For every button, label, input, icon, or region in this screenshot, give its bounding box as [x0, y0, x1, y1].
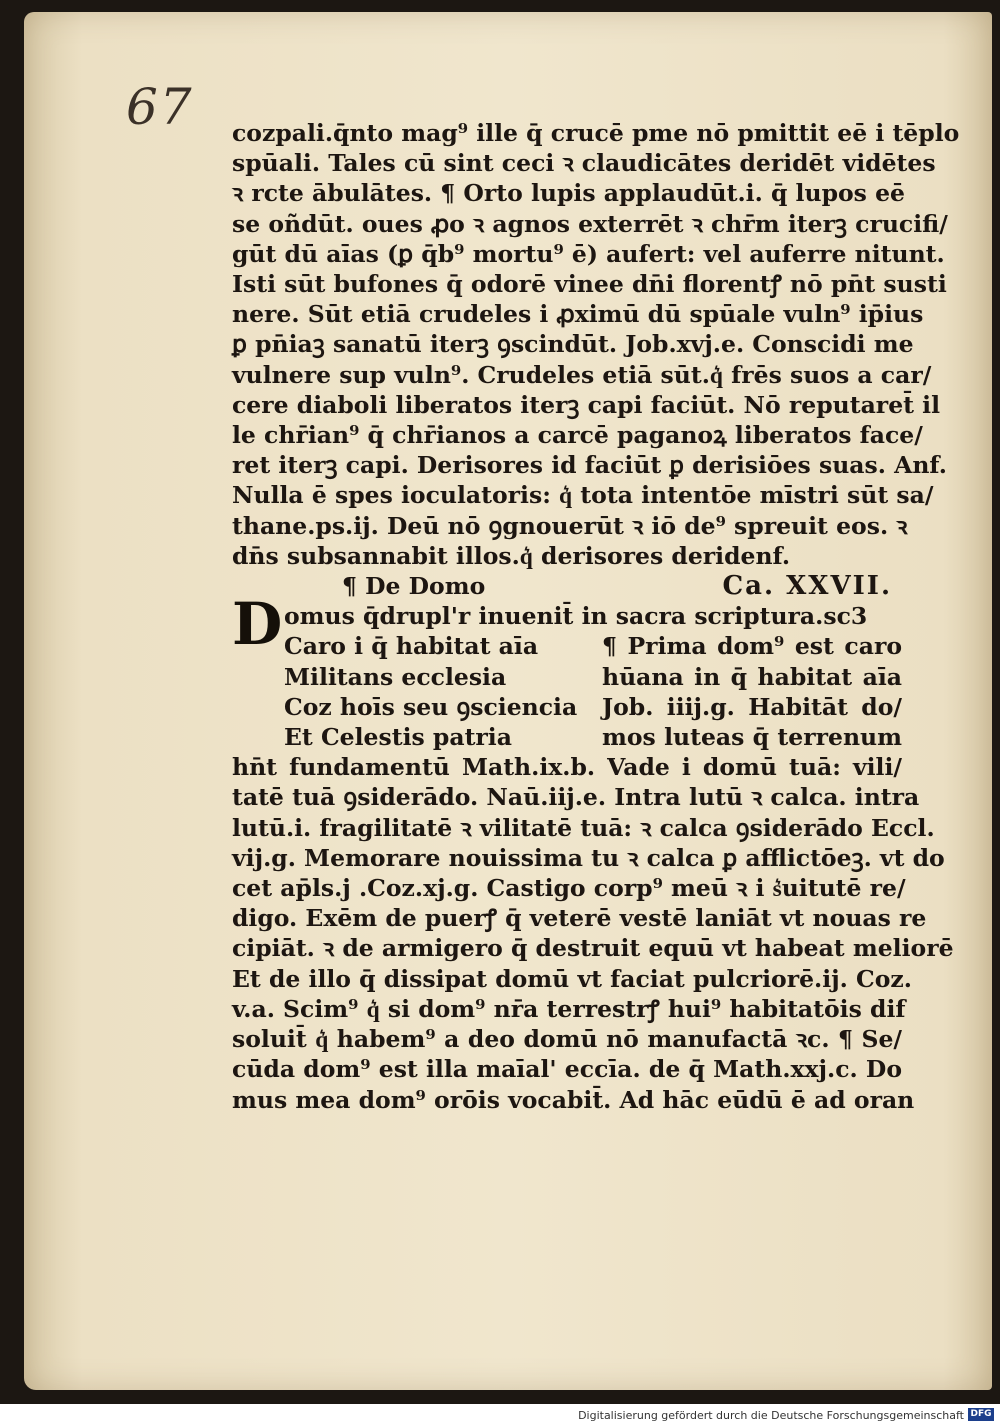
chapter-number: Ca. XXVII.: [722, 571, 892, 602]
dfg-logo: DFG: [968, 1408, 994, 1421]
paragraph-top: [232, 118, 960, 571]
column-right-item: Job. iiij.g. Habitāt do/: [602, 692, 902, 721]
footer-credit: Digitalisierung gefördert durch die Deutsche Forschungsgemeinschaft: [578, 1409, 964, 1422]
text-line: thane.ps.ij. Deū nō ꝯgnouerūt ꝛ iō de⁹ spreuit eos. ꝛ: [232, 511, 908, 540]
text-line: cūda dom⁹ est illa maīal' eccīa. de q̄ Math.xxj.c. Do: [232, 1055, 902, 1084]
main-text-block: [232, 118, 960, 1115]
chapter-heading: [232, 571, 892, 601]
column-right-item: mos luteas q̄ terrenum: [602, 723, 902, 752]
text-line: se oñdūt. oues ꝓo ꝛ agnos exterrēt ꝛ chr̄m iterꝫ crucifi/: [232, 209, 948, 238]
text-line: vij.g. Memorare nouissima tu ꝛ calca ꝑ afflictōeꝫ. vt do: [232, 843, 945, 872]
text-line: gūt dū aīas (ꝑ q̄b⁹ mortu⁹ ē) aufert: vel auferre nitunt.: [232, 239, 945, 268]
column-left-item: Caro i q̄ habitat aīa: [284, 632, 539, 661]
column-left-item: Militans ecclesia: [284, 662, 507, 691]
text-line: le chr̄ian⁹ q̄ chr̄ianos a carcē paganoꝝ liberatos face/: [232, 421, 923, 450]
column-right: [602, 631, 902, 752]
text-line: ꝛ rcte ābulātes. ¶ Orto lupis applaudūt.i. q̄ lupos eē: [232, 179, 905, 208]
text-line: v.a. Scim⁹ q͛ si dom⁹ nr̄a terrestrꝭ hui⁹ habitatōis dif: [232, 994, 906, 1023]
text-line: soluit̄ q͛ habem⁹ a deo domū nō manufactā ꝛc. ¶ Se/: [232, 1025, 902, 1054]
text-line: vulnere sup vuln⁹. Crudeles etiā sūt.q͛ frēs suos a car/: [232, 360, 932, 389]
text-line: nere. Sūt etiā crudeles i ꝓximū dū spūale vuln⁹ ip̄ius: [232, 300, 924, 329]
text-line: ret iterꝫ capi. Derisores id faciūt ꝑ derisiōes suas. Anf.: [232, 451, 947, 480]
text-line: cipiāt. ꝛ de armigero q̄ destruit equū vt habeat meliorē: [232, 934, 954, 963]
text-line: Et de illo q̄ dissipat domū vt faciat pulcriorē.ij. Coz.: [232, 964, 912, 993]
text-line: Isti sūt bufones q̄ odorē vinee dn̄i florentꝭ nō pn̄t susti: [232, 270, 947, 299]
text-line: mus mea dom⁹ orōis vocabit̄. Ad hāc eūdū ē ad oran: [232, 1085, 915, 1114]
column-left: [284, 631, 584, 752]
folio-number: 67: [126, 78, 194, 136]
paragraph-bottom: [232, 752, 954, 1114]
two-column-list: [232, 631, 902, 752]
drop-initial: D: [232, 590, 283, 659]
text-line: spūali. Tales cū sint ceci ꝛ claudicātes deridēt vidētes: [232, 149, 936, 178]
text-line: tatē tuā ꝯsiderādo. Naū.iij.e. Intra lutū ꝛ calca. intra: [232, 783, 920, 812]
text-line: digo. Exēm de puerꝭ q̄ veterē vestē laniāt vt nouas re: [232, 904, 927, 933]
text-line: hn̄t fundamentū Math.ix.b. Vade i domū tuā: vili/: [232, 753, 902, 782]
intro-line: omus q̄drupl'r inuenit̄ in sacra scriptura.sc3: [284, 602, 868, 631]
text-line: cozpali.q̄nto mag⁹ ille q̄ crucē pme nō pmittit eē i tēplo: [232, 119, 960, 147]
column-left-item: Et Celestis patria: [284, 723, 512, 752]
text-line: cet ap̄ls.j .Coz.xj.g. Castigo corp⁹ meū ꝛ i s͛uitutē re/: [232, 874, 906, 903]
column-right-item: hūana in q̄ habitat aīa: [602, 662, 902, 691]
column-left-item: Coz hoīs seu ꝯsciencia: [284, 692, 578, 721]
text-line: dn̄s subsannabit illos.q͛ derisores deridenf.: [232, 541, 790, 570]
text-line: cere diaboli liberatos iterꝫ capi faciūt. Nō reputaret̄ il: [232, 390, 941, 419]
text-line: lutū.i. fragilitatē ꝛ vilitatē tuā: ꝛ calca ꝯsiderādo Eccl.: [232, 813, 935, 842]
column-right-item: ¶ Prima dom⁹ est caro: [602, 632, 902, 661]
heading-title: ¶ De Domo: [342, 572, 486, 601]
text-line: Nulla ē spes ioculatoris: q͛ tota intentōe mīstri sūt sa/: [232, 481, 934, 510]
text-line: ꝑ pn̄iaꝫ sanatū iterꝫ ꝯscindūt. Job.xvj.e. Conscidi me: [232, 330, 914, 359]
